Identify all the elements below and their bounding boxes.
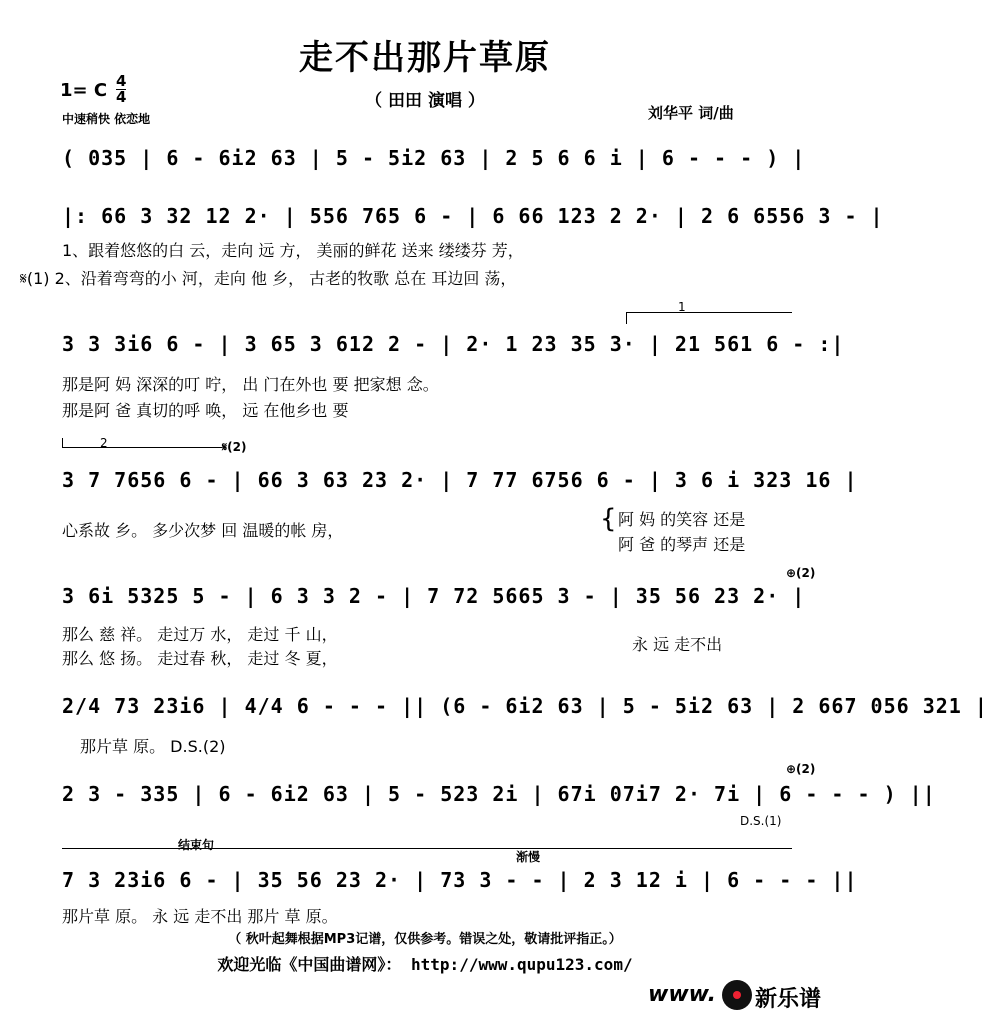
score-row-3: 3 3 3i6 6 - | 3 65 3 612 2 - | 2· 1 23 35 3· | 21 561 6 - :|	[62, 332, 845, 356]
transcription-credit: （ 秋叶起舞根据MP3记谱，仅供参考。错误之处，敬请批评指正。）	[228, 932, 622, 947]
website-link[interactable]: 欢迎光临《中国曲谱网》： http://www.qupu123.com/	[217, 955, 633, 974]
brand-url: www.	[648, 982, 716, 1007]
time-bottom: 4	[116, 88, 127, 106]
lyric-row-6: 那片草 原。 D.S.(2)	[80, 737, 226, 756]
volta-1-hook	[626, 312, 627, 324]
score-row-6: 2/4 73 23i6 | 4/4 6 - - - || (6 - 6i2 63 | 5 - 5i2 63 | 2 667 056 321 |	[62, 694, 988, 718]
score-row-7: 2 3 - 335 | 6 - 6i2 63 | 5 - 523 2i | 67i 07i7 2· 7i | 6 - - - ) ||	[62, 782, 936, 806]
lyric-row-2-verse-1: 1、跟着悠悠的白 云，走向 远 方， 美丽的鲜花 送来 缕缕芬 芳，	[62, 241, 524, 260]
time-signature	[116, 74, 126, 105]
volta-2-hook	[62, 438, 63, 448]
time-top: 4	[116, 72, 127, 90]
music-disc-icon	[722, 980, 752, 1010]
score-row-8: 7 3 23i6 6 - | 35 56 23 2· | 73 3 - - | 2 3 12 i | 6 - - - ||	[62, 868, 858, 892]
ending-bracket-line	[62, 848, 792, 849]
brand-name: 新乐谱	[755, 987, 822, 1012]
lyric-row-5-verse-2: 那么 悠 扬。 走过春 秋， 走过 冬 夏，	[62, 649, 338, 668]
lyric-brace: {	[600, 504, 617, 534]
singer-credit: （ 田田 演唱 ）	[365, 91, 485, 111]
volta-2-label: 2	[100, 436, 108, 450]
lyric-row-5-brace: 永 远 走不出	[632, 635, 723, 654]
score-row-1: ( 035 | 6 - 6i2 63 | 5 - 5i2 63 | 2 5 6 6 i | 6 - - - ) |	[62, 146, 806, 170]
ending-label: 结束句	[178, 838, 215, 852]
lyric-row-5-verse-1: 那么 慈 祥。 走过万 水， 走过 千 山，	[62, 625, 338, 644]
score-row-5: 3 6i 5325 5 - | 6 3 3 2 - | 7 72 5665 3 - | 35 56 23 2· |	[62, 584, 806, 608]
lyric-row-4: 心系故 乡。 多少次梦 回 温暖的帐 房，	[62, 521, 344, 540]
score-row-2: |: 66 3 32 12 2· | 556 765 6 - | 6 66 123 2 2· | 2 6 6556 3 - |	[62, 204, 884, 228]
key-signature: 1= C	[60, 80, 108, 101]
volta-1-label: 1	[678, 300, 686, 314]
volta-2-line	[62, 447, 222, 448]
composer-credit: 刘华平 词/曲	[648, 104, 734, 122]
lyric-row-4-brace-1: 阿 妈 的笑容 还是	[618, 510, 746, 529]
coda-2-mark-second: ⊕(2)	[786, 762, 816, 776]
tempo-marking: 中速稍快 依恋地	[62, 112, 151, 126]
volta-1-line	[626, 312, 792, 313]
score-row-4: 3 7 7656 6 - | 66 3 63 23 2· | 7 77 6756 6 - | 3 6 i 323 16 |	[62, 468, 858, 492]
lyric-row-3-verse-1: 那是阿 妈 深深的叮 咛， 出 门在外也 要 把家想 念。	[62, 375, 439, 394]
song-title: 走不出那片草原	[299, 38, 551, 78]
segno-2-mark: 𝄋(2)	[222, 440, 247, 454]
lyric-row-2-verse-2: 𝄋(1) 2、沿着弯弯的小 河，走向 他 乡， 古老的牧歌 总在 耳边回 荡，	[20, 269, 517, 288]
lyric-row-3-verse-2: 那是阿 爸 真切的呼 唤， 远 在他乡也 要	[62, 401, 349, 420]
coda-2-mark: ⊕(2)	[786, 566, 816, 580]
ritardando-label: 渐慢	[516, 850, 541, 864]
lyric-row-8: 那片草 原。 永 远 走不出 那片 草 原。	[62, 907, 338, 926]
lyric-row-4-brace-2: 阿 爸 的琴声 还是	[618, 535, 746, 554]
ds-1-mark: D.S.(1)	[740, 814, 782, 828]
